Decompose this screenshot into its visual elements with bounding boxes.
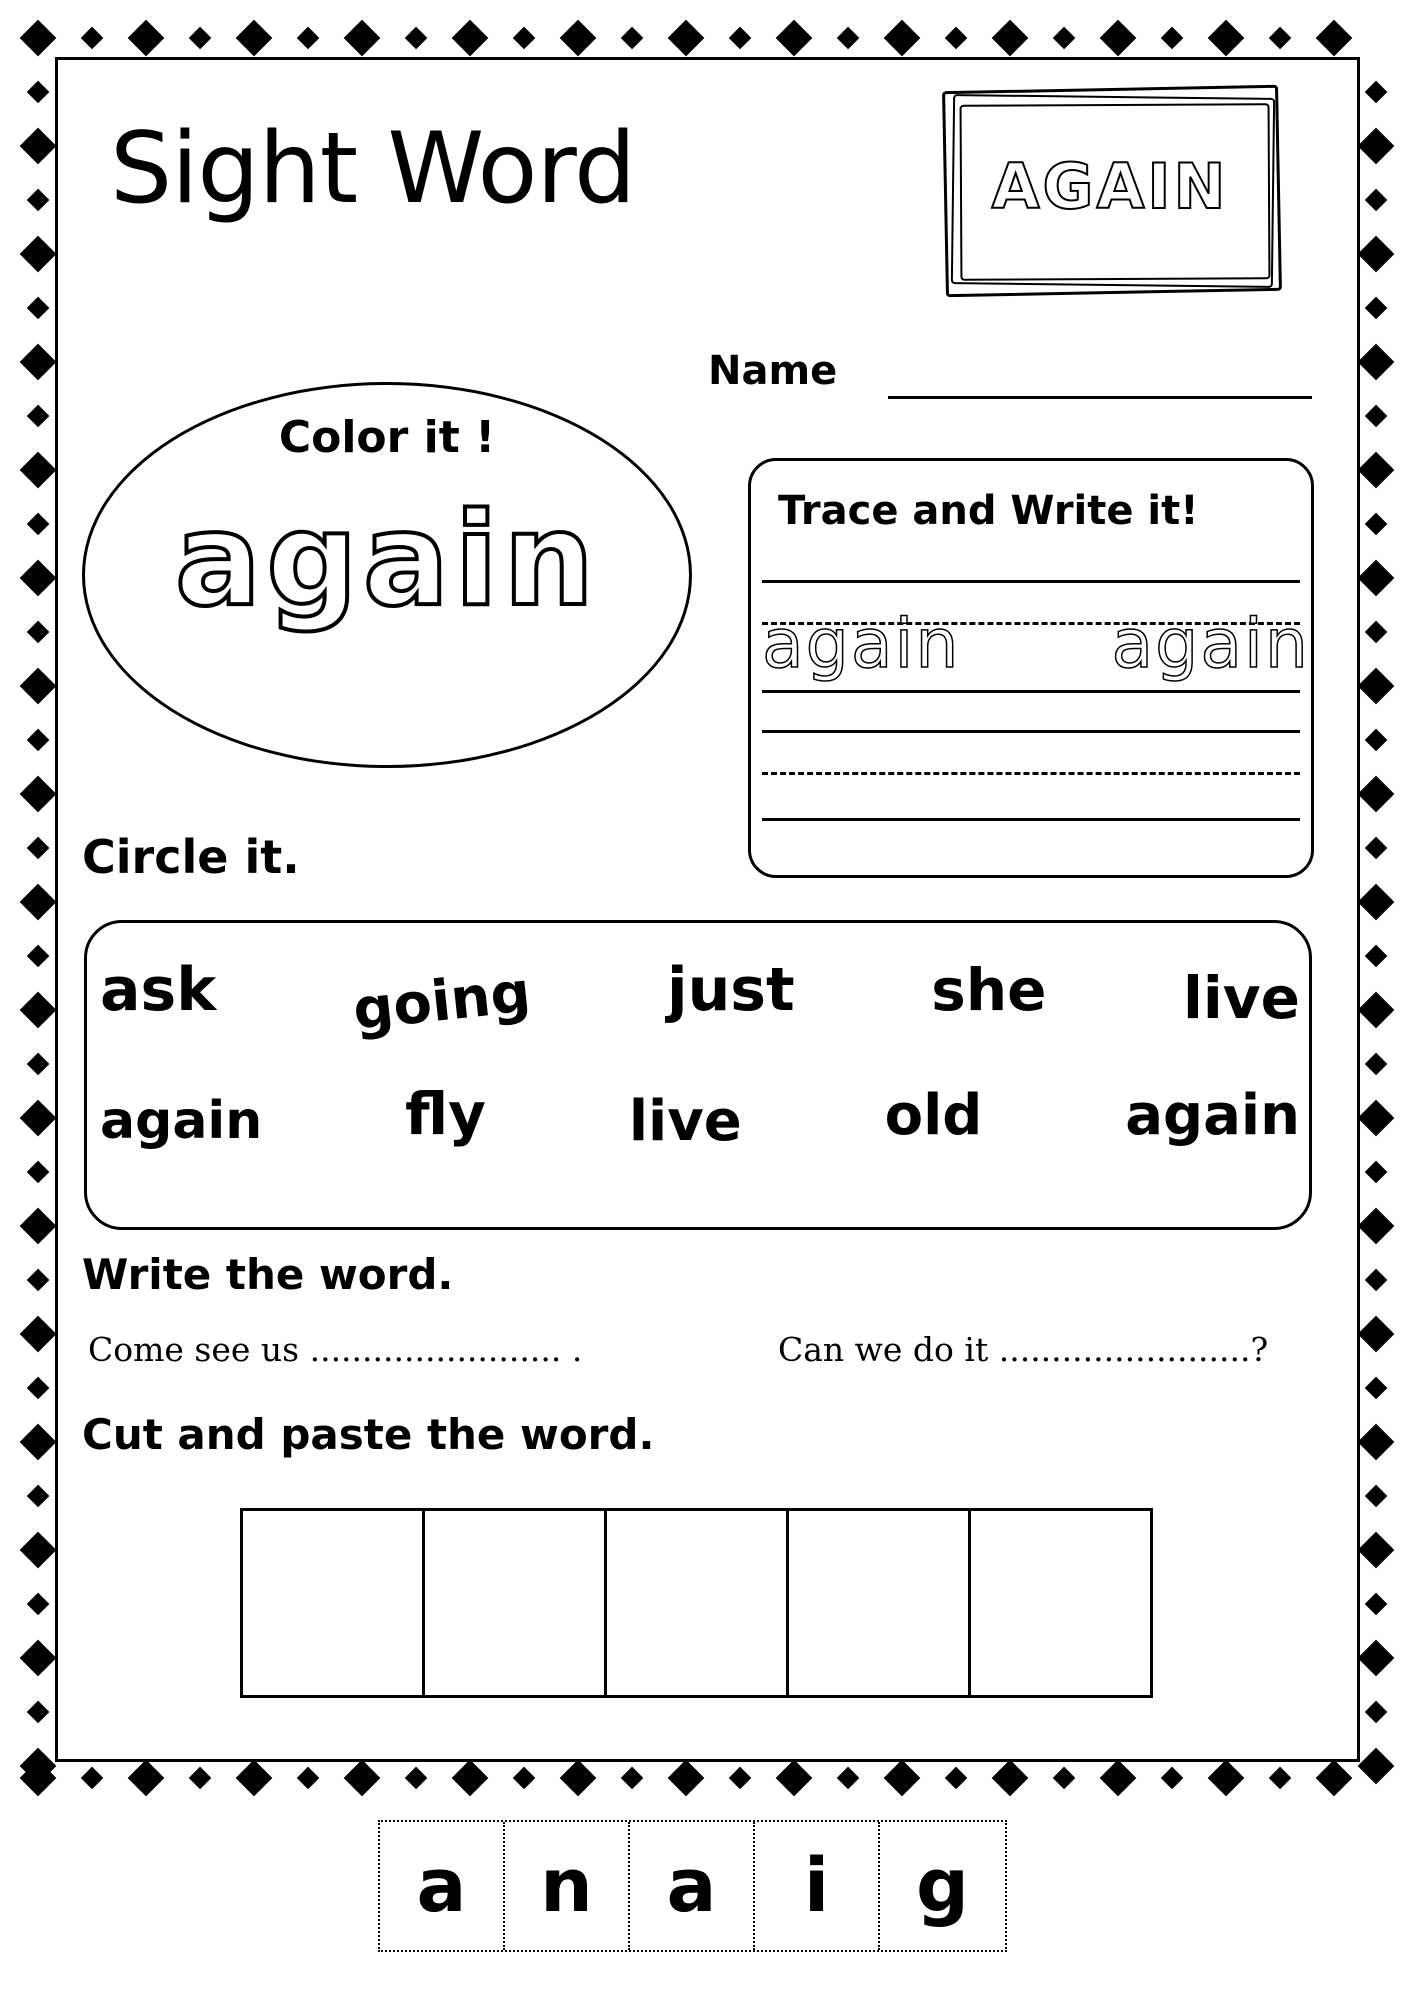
border-diamond [1365, 189, 1388, 212]
border-diamond [992, 1760, 1029, 1797]
border-diamond [1365, 1701, 1388, 1724]
border-diamond [1365, 621, 1388, 644]
border-diamond [1358, 128, 1395, 165]
border-diamond [20, 128, 57, 165]
paste-box[interactable] [422, 1508, 607, 1698]
word-bank-word[interactable]: she [931, 956, 1047, 1024]
border-diamond [27, 81, 50, 104]
border-diamond [1358, 560, 1395, 597]
border-diamond [1358, 1532, 1395, 1569]
letter-tile[interactable]: i [755, 1822, 880, 1950]
border-diamond [1365, 513, 1388, 536]
border-diamond [1365, 837, 1388, 860]
word-bank-word[interactable]: old [884, 1083, 983, 1148]
letter-tile[interactable]: n [505, 1822, 630, 1950]
border-diamond [1358, 344, 1395, 381]
circle-it-heading: Circle it. [82, 830, 300, 884]
border-diamond [1358, 1640, 1395, 1677]
border-diamond [27, 729, 50, 752]
sentence-left[interactable]: Come see us ........................ . [88, 1330, 583, 1369]
border-diamond [1358, 992, 1395, 1029]
border-diamond [27, 945, 50, 968]
border-diamond [27, 1701, 50, 1724]
letter-tile[interactable]: a [630, 1822, 755, 1950]
border-diamond [20, 1532, 57, 1569]
trace-and-write-title: Trace and Write it! [778, 488, 1199, 534]
border-diamond [405, 27, 428, 50]
inner-border-rule [55, 57, 1360, 1762]
sentence-right[interactable]: Can we do it ........................? [778, 1330, 1269, 1369]
word-bank-word[interactable]: live [628, 1089, 742, 1154]
letter-tile[interactable]: g [916, 1843, 969, 1929]
border-diamond [27, 297, 50, 320]
trace-rule-top [762, 580, 1300, 583]
border-diamond [20, 884, 57, 921]
border-diamond [621, 1767, 644, 1790]
word-bank-word[interactable]: just [667, 955, 795, 1025]
border-diamond [1208, 20, 1245, 57]
border-diamond [560, 20, 597, 57]
border-diamond [297, 27, 320, 50]
border-diamond [81, 1767, 104, 1790]
border-diamond [621, 27, 644, 50]
border-diamond [1365, 1485, 1388, 1508]
border-diamond [236, 20, 273, 57]
color-it-label: Color it ! [278, 412, 496, 463]
trace-word-row[interactable] [762, 605, 1310, 684]
border-diamond [945, 1767, 968, 1790]
border-diamond [344, 1760, 381, 1797]
border-diamond [1358, 668, 1395, 705]
border-diamond [776, 20, 813, 57]
write-the-word-heading: Write the word. [82, 1250, 454, 1299]
border-diamond [837, 27, 860, 50]
border-diamond [1316, 20, 1353, 57]
word-bank-word[interactable]: ask [100, 955, 217, 1025]
border-diamond [20, 452, 57, 489]
border-diamond [27, 513, 50, 536]
border-diamond [27, 405, 50, 428]
border-diamond [884, 1760, 921, 1797]
border-diamond [560, 1760, 597, 1797]
border-diamond [27, 1269, 50, 1292]
border-diamond [20, 1316, 57, 1353]
border-diamond [1161, 27, 1184, 50]
border-diamond [729, 1767, 752, 1790]
border-diamond [513, 1767, 536, 1790]
word-bank-row-1 [100, 955, 1300, 1044]
border-diamond [668, 1760, 705, 1797]
cut-and-paste-heading: Cut and paste the word. [82, 1410, 655, 1459]
page-title: Sight Word [110, 112, 636, 226]
paste-box[interactable] [240, 1508, 425, 1698]
border-diamond [1161, 1767, 1184, 1790]
word-bank-word[interactable]: live [1183, 964, 1300, 1032]
border-diamond [20, 992, 57, 1029]
write-rule-base [762, 818, 1300, 821]
border-diamond [1269, 27, 1292, 50]
border-diamond [20, 236, 57, 273]
border-diamond [27, 189, 50, 212]
border-diamond [1316, 1760, 1353, 1797]
border-diamond [884, 20, 921, 57]
border-diamond [1269, 1767, 1292, 1790]
border-diamond [27, 1161, 50, 1184]
word-bank-word[interactable]: again [1125, 1083, 1300, 1148]
border-diamond [1358, 884, 1395, 921]
border-diamond [729, 27, 752, 50]
border-diamond [1100, 1760, 1137, 1797]
border-diamond [20, 1424, 57, 1461]
border-diamond [20, 344, 57, 381]
border-diamond [1365, 1161, 1388, 1184]
badge-word: AGAIN [991, 150, 1229, 223]
word-badge [930, 78, 1290, 298]
border-diamond [1365, 1053, 1388, 1076]
word-bank-word[interactable]: again [100, 1091, 263, 1151]
border-diamond [81, 27, 104, 50]
border-diamond [20, 1640, 57, 1677]
name-label: Name [708, 348, 838, 394]
border-diamond [1365, 945, 1388, 968]
paste-box[interactable] [604, 1508, 789, 1698]
border-diamond [1358, 1424, 1395, 1461]
border-diamond [992, 20, 1029, 57]
word-bank-word[interactable]: going [349, 959, 534, 1044]
word-bank-row-2 [100, 1080, 1300, 1154]
border-diamond [668, 20, 705, 57]
border-diamond [27, 1377, 50, 1400]
border-diamond [128, 20, 165, 57]
border-diamond [189, 27, 212, 50]
border-diamond [1365, 729, 1388, 752]
trace-word-1[interactable]: again [762, 605, 961, 684]
color-it-word[interactable]: again [174, 486, 600, 635]
letter-tile[interactable]: a [380, 1822, 505, 1950]
border-diamond [189, 1767, 212, 1790]
border-diamond [344, 20, 381, 57]
border-diamond [297, 1767, 320, 1790]
border-diamond [1358, 1100, 1395, 1137]
border-diamond [1358, 1316, 1395, 1353]
border-diamond [1358, 776, 1395, 813]
trace-word-2[interactable]: again [1111, 605, 1310, 684]
border-diamond [1053, 1767, 1076, 1790]
border-diamond [27, 621, 50, 644]
border-diamond [1365, 405, 1388, 428]
name-input-line[interactable] [888, 396, 1312, 399]
write-rule-top [762, 730, 1300, 733]
border-diamond [452, 1760, 489, 1797]
border-diamond [20, 20, 57, 57]
word-bank-word[interactable]: fly [405, 1080, 486, 1148]
border-diamond [27, 1593, 50, 1616]
border-diamond [1365, 1593, 1388, 1616]
border-diamond [20, 776, 57, 813]
paste-box[interactable] [968, 1508, 1153, 1698]
border-diamond [1358, 1748, 1395, 1785]
border-diamond [1365, 1269, 1388, 1292]
border-diamond [1358, 1208, 1395, 1245]
border-diamond [27, 1485, 50, 1508]
border-diamond [1358, 452, 1395, 489]
border-diamond [27, 837, 50, 860]
border-diamond [1208, 1760, 1245, 1797]
border-diamond [20, 1100, 57, 1137]
border-diamond [405, 1767, 428, 1790]
write-rule-mid-dashed [762, 772, 1300, 775]
border-diamond [1358, 236, 1395, 273]
border-diamond [1365, 297, 1388, 320]
border-diamond [1100, 20, 1137, 57]
border-diamond [1053, 27, 1076, 50]
border-diamond [776, 1760, 813, 1797]
border-diamond [1365, 1377, 1388, 1400]
trace-rule-base [762, 690, 1300, 693]
border-diamond [27, 1053, 50, 1076]
border-diamond [20, 668, 57, 705]
border-diamond [837, 1767, 860, 1790]
border-diamond [128, 1760, 165, 1797]
border-diamond [236, 1760, 273, 1797]
border-diamond [1365, 81, 1388, 104]
paste-box-row [240, 1508, 1150, 1698]
paste-box[interactable] [786, 1508, 971, 1698]
border-diamond [513, 27, 536, 50]
border-diamond [20, 560, 57, 597]
border-diamond [20, 1208, 57, 1245]
letter-tile-strip [378, 1820, 1007, 1952]
border-diamond [945, 27, 968, 50]
border-diamond [452, 20, 489, 57]
